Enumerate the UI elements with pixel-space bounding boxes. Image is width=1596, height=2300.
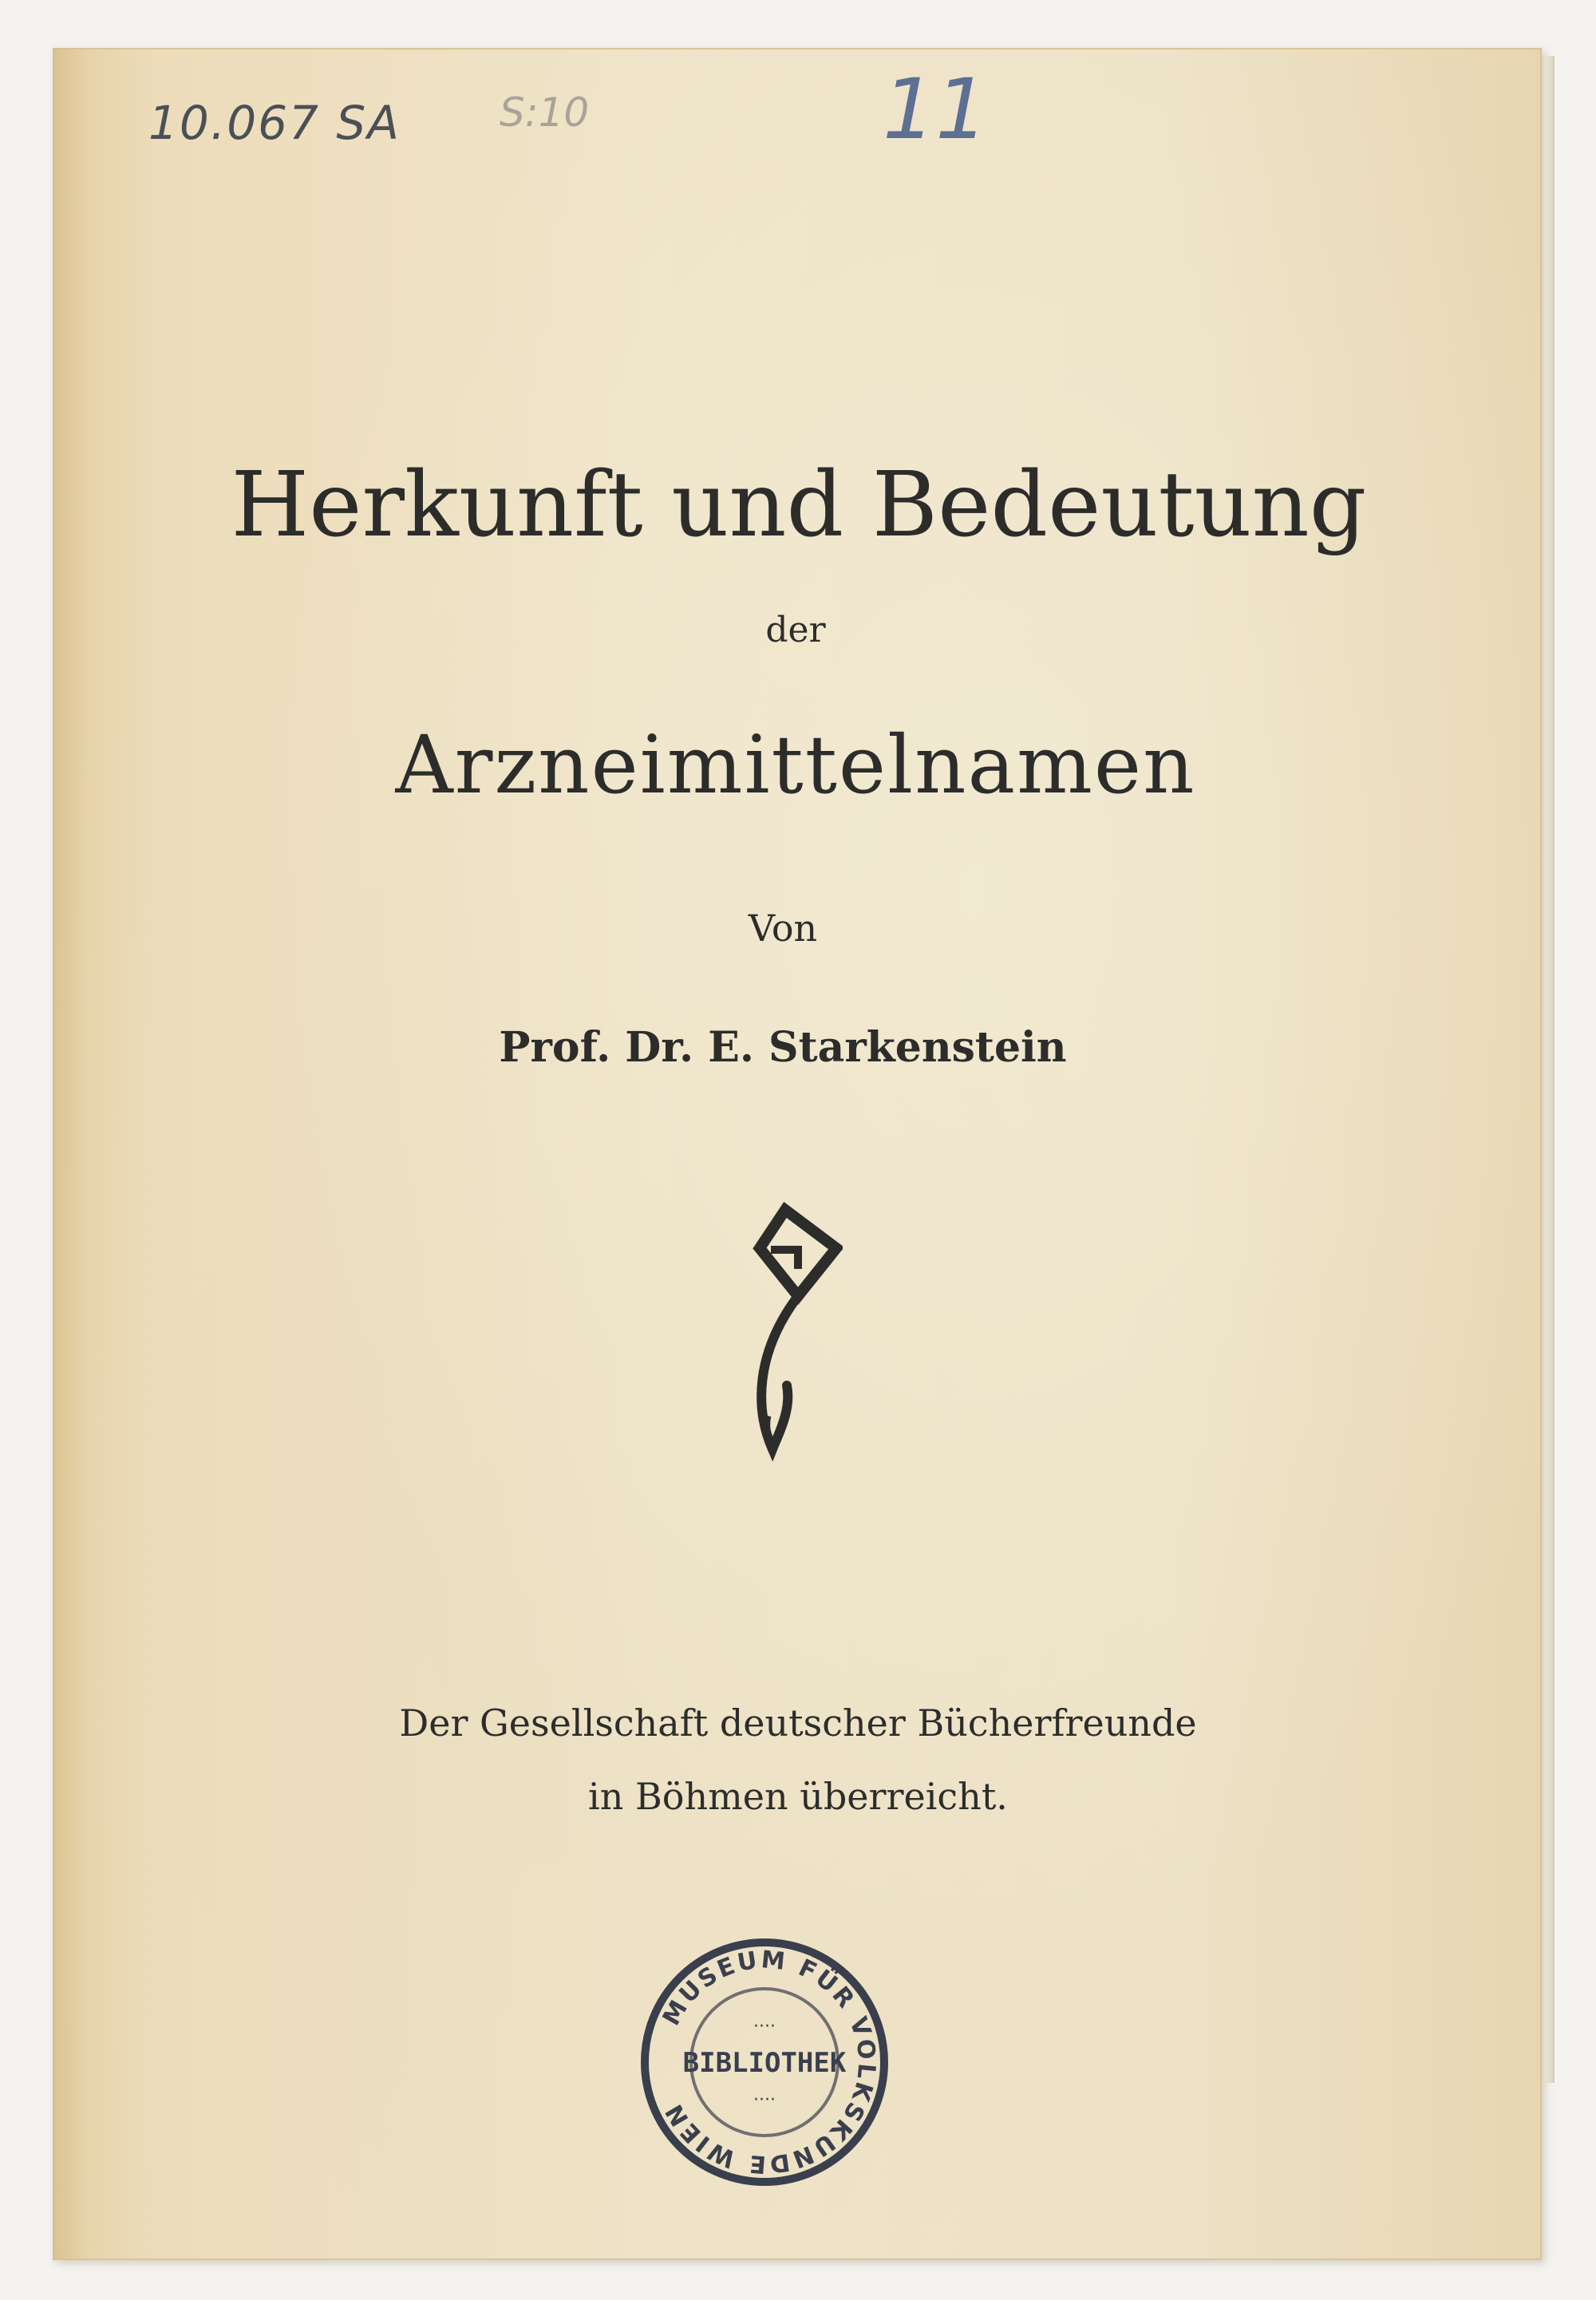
book-cover bbox=[53, 48, 1542, 2260]
spine-discoloration bbox=[53, 48, 89, 2260]
handwritten-faint-note: S:10 bbox=[500, 89, 590, 136]
handwritten-shelf-mark: 10.067 SA bbox=[148, 96, 401, 150]
svg-text:····: ···· bbox=[753, 2017, 776, 2037]
title-line-1: Herkunft und Bedeutung bbox=[231, 453, 1367, 557]
library-stamp bbox=[637, 1934, 892, 2190]
byline-von: Von bbox=[748, 907, 818, 950]
title-connector: der bbox=[765, 610, 826, 650]
svg-text:····: ···· bbox=[753, 2090, 776, 2110]
publisher-ornament-icon bbox=[723, 1202, 843, 1465]
dedication-line-1: Der Gesellschaft deutscher Bücherfreunde bbox=[399, 1701, 1197, 1745]
dedication-line-2: in Böhmen überreicht. bbox=[588, 1775, 1008, 1818]
author-name: Prof. Dr. E. Starkenstein bbox=[499, 1023, 1067, 1072]
stamp-center-text: BIBLIOTHEK bbox=[682, 2047, 847, 2079]
stamp-ring-text: MUSEUM FÜR VOLKSKUNDE WIEN bbox=[657, 1946, 881, 2179]
title-line-2: Arzneimittelnamen bbox=[395, 718, 1196, 812]
handwritten-number: 11 bbox=[883, 61, 989, 158]
